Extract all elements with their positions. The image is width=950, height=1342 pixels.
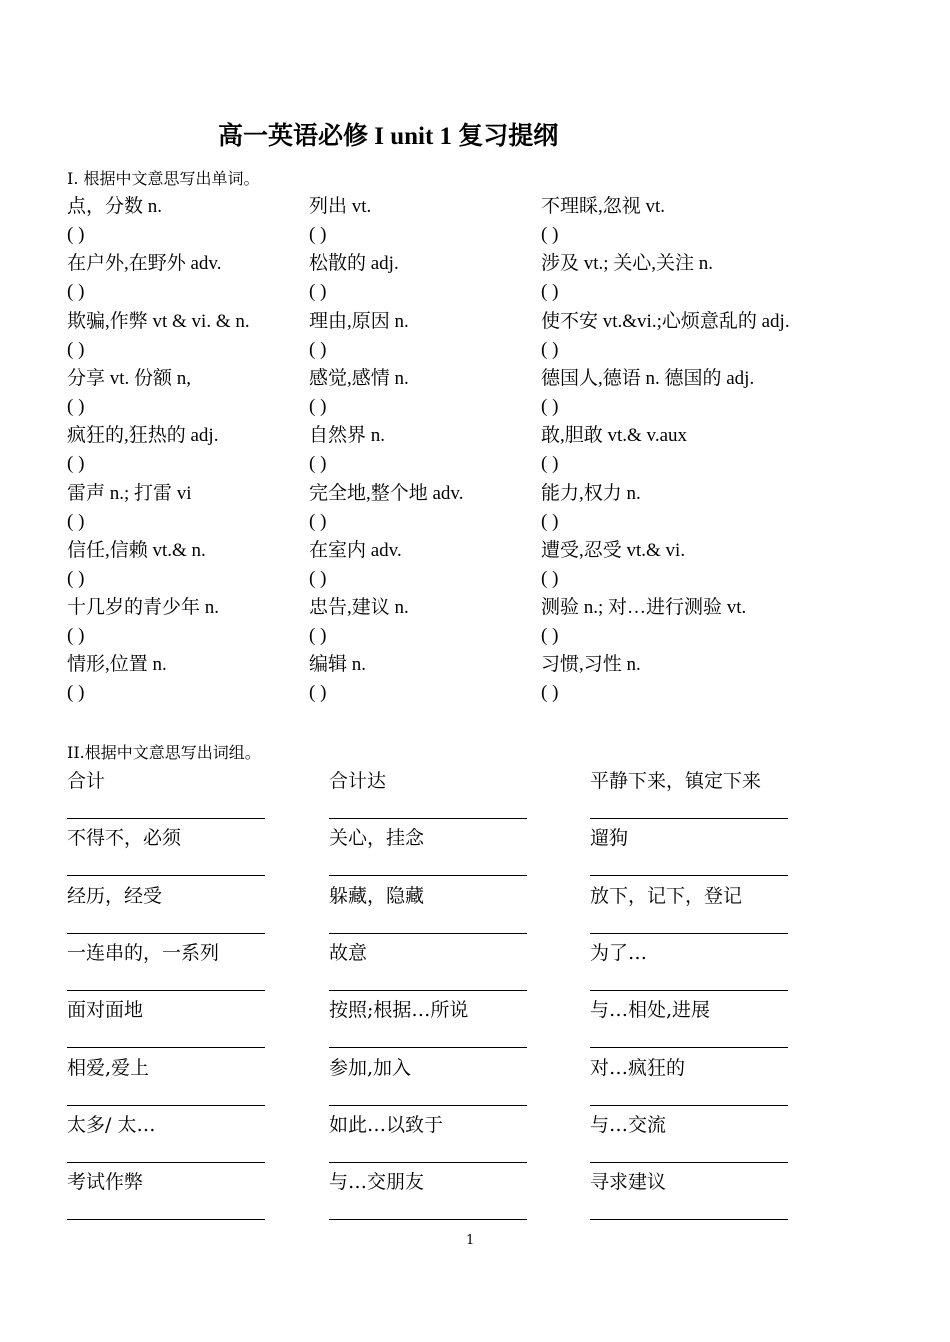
phrase-row bbox=[0, 1053, 950, 1110]
vocab-item bbox=[67, 421, 218, 478]
phrase-prompt: 合计 bbox=[67, 770, 106, 792]
phrase-item bbox=[329, 938, 527, 968]
vocab-item bbox=[541, 249, 713, 306]
vocab-item bbox=[67, 479, 192, 536]
vocab-item bbox=[309, 536, 402, 593]
vocab-answer-blank[interactable]: ( ) bbox=[541, 281, 559, 303]
phrase-prompt: 太多/ 太… bbox=[67, 1113, 156, 1136]
phrase-item bbox=[67, 995, 265, 1025]
phrase-answer-line[interactable] bbox=[329, 1047, 527, 1048]
vocab-answer-blank[interactable]: ( ) bbox=[541, 453, 559, 475]
phrase-row bbox=[0, 766, 950, 823]
section-1-heading: I. 根据中文意思写出单词。 bbox=[67, 169, 260, 188]
vocab-prompt: 测验 n.; 对…进行测验 vt. bbox=[541, 597, 747, 619]
phrase-answer-line[interactable] bbox=[329, 1105, 527, 1106]
vocab-answer-blank[interactable]: ( ) bbox=[541, 625, 559, 647]
phrase-row bbox=[0, 995, 950, 1052]
vocab-row bbox=[0, 593, 950, 650]
vocab-row bbox=[0, 364, 950, 421]
vocab-item bbox=[541, 421, 687, 478]
vocab-answer-blank[interactable]: ( ) bbox=[67, 338, 85, 360]
phrase-answer-line[interactable] bbox=[590, 818, 788, 819]
vocab-row bbox=[0, 421, 950, 478]
phrase-item bbox=[329, 823, 527, 853]
vocab-item bbox=[67, 536, 206, 593]
phrase-row bbox=[0, 1167, 950, 1224]
vocab-row bbox=[0, 192, 950, 249]
phrase-item bbox=[329, 995, 527, 1025]
phrase-answer-line[interactable] bbox=[67, 875, 265, 876]
phrase-answer-line[interactable] bbox=[329, 818, 527, 819]
vocab-prompt: 编辑 n. bbox=[309, 654, 367, 676]
vocab-answer-blank[interactable]: ( ) bbox=[541, 567, 559, 589]
vocab-prompt: 自然界 n. bbox=[309, 425, 386, 447]
vocab-answer-blank[interactable]: ( ) bbox=[541, 338, 559, 360]
vocab-answer-blank[interactable]: ( ) bbox=[67, 395, 85, 417]
phrase-prompt: 关心，挂念 bbox=[329, 827, 425, 850]
vocab-prompt: 忠告,建议 n. bbox=[309, 597, 409, 619]
vocab-prompt: 松散的 adj. bbox=[309, 253, 399, 275]
phrase-item bbox=[590, 1167, 788, 1197]
page-number: 1 bbox=[466, 1233, 475, 1248]
vocab-item bbox=[541, 650, 641, 707]
phrase-answer-line[interactable] bbox=[590, 1162, 788, 1163]
vocab-answer-blank[interactable]: ( ) bbox=[309, 338, 327, 360]
vocab-item bbox=[67, 249, 221, 306]
vocab-prompt: 十几岁的青少年 n. bbox=[67, 597, 220, 619]
vocab-answer-blank[interactable]: ( ) bbox=[67, 224, 85, 245]
phrase-row bbox=[0, 1110, 950, 1167]
phrase-prompt: 对…疯狂的 bbox=[590, 1056, 686, 1079]
vocab-item bbox=[309, 307, 409, 364]
page-title: 高一英语必修 I unit 1 复习提纲 bbox=[218, 123, 559, 150]
vocab-prompt: 疯狂的,狂热的 adj. bbox=[67, 425, 219, 447]
vocab-answer-blank[interactable]: ( ) bbox=[309, 224, 327, 245]
vocab-answer-blank[interactable]: ( ) bbox=[67, 281, 85, 303]
vocab-prompt: 敢,胆敢 vt.& v.aux bbox=[541, 425, 688, 447]
vocab-prompt: 雷声 n.; 打雷 vi bbox=[67, 482, 192, 504]
vocab-item bbox=[67, 307, 250, 364]
phrase-item bbox=[67, 766, 265, 796]
phrase-prompt: 故意 bbox=[329, 941, 368, 964]
vocab-answer-blank[interactable]: ( ) bbox=[67, 682, 85, 704]
phrase-answer-line[interactable] bbox=[67, 1105, 265, 1106]
vocab-prompt: 使不安 vt.&vi.;心烦意乱的 adj. bbox=[541, 310, 790, 332]
phrase-prompt: 相爱,爱上 bbox=[67, 1056, 150, 1079]
phrase-prompt: 如此…以致于 bbox=[329, 1113, 444, 1136]
vocab-prompt: 点，分数 n. bbox=[67, 196, 163, 217]
phrase-answer-line[interactable] bbox=[590, 875, 788, 876]
phrase-prompt: 考试作弊 bbox=[67, 1171, 144, 1194]
phrase-prompt: 与…交流 bbox=[590, 1113, 667, 1136]
vocab-item bbox=[309, 593, 409, 650]
vocab-item bbox=[67, 364, 191, 421]
phrase-answer-line[interactable] bbox=[329, 933, 527, 934]
phrase-item bbox=[67, 938, 265, 968]
phrase-item bbox=[67, 1167, 265, 1197]
phrase-prompt: 与…交朋友 bbox=[329, 1171, 425, 1194]
vocab-answer-blank[interactable]: ( ) bbox=[67, 510, 85, 532]
vocab-row bbox=[0, 307, 950, 364]
phrase-item bbox=[67, 1053, 265, 1083]
phrase-item bbox=[590, 995, 788, 1025]
phrase-answer-line[interactable] bbox=[329, 1162, 527, 1163]
vocab-answer-blank[interactable]: ( ) bbox=[541, 510, 559, 532]
phrase-prompt: 平静下来，镇定下来 bbox=[590, 770, 762, 792]
vocab-prompt: 能力,权力 n. bbox=[541, 482, 641, 504]
vocab-prompt: 在室内 adv. bbox=[309, 539, 402, 561]
vocab-answer-blank[interactable]: ( ) bbox=[541, 395, 559, 417]
vocab-item bbox=[309, 650, 366, 707]
section-2-heading: II.根据中文意思写出词组。 bbox=[67, 743, 261, 762]
vocab-item bbox=[309, 479, 463, 536]
vocab-answer-blank[interactable]: ( ) bbox=[309, 625, 327, 647]
phrase-answer-line[interactable] bbox=[590, 990, 788, 991]
phrase-answer-line[interactable] bbox=[67, 1047, 265, 1048]
vocab-item bbox=[67, 593, 219, 650]
vocab-answer-blank[interactable]: ( ) bbox=[67, 625, 85, 647]
vocab-prompt: 不理睬,忽视 vt. bbox=[541, 196, 666, 217]
vocab-item bbox=[541, 364, 754, 421]
phrase-prompt: 一连串的，一系列 bbox=[67, 941, 220, 964]
vocab-answer-blank[interactable]: ( ) bbox=[309, 682, 327, 704]
vocab-prompt: 涉及 vt.; 关心,关注 n. bbox=[541, 253, 714, 275]
phrase-prompt: 合计达 bbox=[329, 770, 387, 792]
vocab-answer-blank[interactable]: ( ) bbox=[541, 682, 559, 704]
vocab-prompt: 德国人,德语 n. 德国的 adj. bbox=[541, 367, 755, 389]
vocab-prompt: 分享 vt. 份额 n, bbox=[67, 367, 192, 389]
phrase-prompt: 放下，记下，登记 bbox=[590, 884, 743, 907]
vocab-item bbox=[67, 192, 162, 249]
phrase-prompt: 寻求建议 bbox=[590, 1171, 667, 1194]
phrase-answer-line[interactable] bbox=[67, 1162, 265, 1163]
phrase-answer-line[interactable] bbox=[67, 1219, 265, 1220]
phrase-item bbox=[67, 1110, 265, 1140]
phrase-row bbox=[0, 938, 950, 995]
vocab-answer-blank[interactable]: ( ) bbox=[309, 453, 327, 475]
vocab-item bbox=[541, 593, 746, 650]
phrase-item bbox=[329, 766, 527, 796]
phrase-item bbox=[329, 1167, 527, 1197]
phrase-answer-line[interactable] bbox=[590, 933, 788, 934]
vocab-prompt: 情形,位置 n. bbox=[67, 654, 167, 676]
phrase-item bbox=[590, 938, 788, 968]
vocab-item bbox=[67, 650, 167, 707]
vocab-answer-blank[interactable]: ( ) bbox=[309, 510, 327, 532]
phrase-item bbox=[329, 1110, 527, 1140]
phrase-item bbox=[590, 766, 788, 796]
phrase-answer-line[interactable] bbox=[590, 1219, 788, 1220]
phrase-item bbox=[329, 1053, 527, 1083]
phrase-prompt: 不得不，必须 bbox=[67, 827, 182, 850]
phrase-item bbox=[329, 881, 527, 911]
vocab-answer-blank[interactable]: ( ) bbox=[67, 567, 85, 589]
phrase-item bbox=[67, 881, 265, 911]
phrase-answer-line[interactable] bbox=[67, 933, 265, 934]
phrase-item bbox=[590, 1110, 788, 1140]
vocab-item bbox=[541, 192, 665, 249]
phrase-prompt: 与…相处,进展 bbox=[590, 999, 711, 1022]
phrase-answer-line[interactable] bbox=[329, 1219, 527, 1220]
vocab-item bbox=[309, 421, 385, 478]
vocab-answer-blank[interactable]: ( ) bbox=[67, 453, 85, 475]
vocab-prompt: 欺骗,作弊 vt & vi. & n. bbox=[67, 310, 250, 332]
phrase-row bbox=[0, 881, 950, 938]
phrase-prompt: 躲藏，隐藏 bbox=[329, 884, 425, 907]
phrase-prompt: 经历，经受 bbox=[67, 884, 163, 907]
phrase-answer-line[interactable] bbox=[590, 1105, 788, 1106]
phrase-row bbox=[0, 823, 950, 880]
vocab-answer-blank[interactable]: ( ) bbox=[309, 395, 327, 417]
vocab-row bbox=[0, 650, 950, 707]
phrase-item bbox=[590, 823, 788, 853]
phrase-item bbox=[590, 881, 788, 911]
phrase-answer-line[interactable] bbox=[329, 875, 527, 876]
phrase-answer-line[interactable] bbox=[329, 990, 527, 991]
vocab-row bbox=[0, 479, 950, 536]
phrase-prompt: 按照;根据…所说 bbox=[329, 999, 469, 1022]
vocab-row bbox=[0, 249, 950, 306]
vocab-prompt: 理由,原因 n. bbox=[309, 310, 409, 332]
vocab-prompt: 在户外,在野外 adv. bbox=[67, 253, 222, 275]
vocab-answer-blank[interactable]: ( ) bbox=[309, 281, 327, 303]
vocab-item bbox=[541, 536, 685, 593]
vocab-item bbox=[541, 307, 790, 364]
phrase-prompt: 为了… bbox=[590, 941, 648, 964]
vocab-row bbox=[0, 536, 950, 593]
vocab-answer-blank[interactable]: ( ) bbox=[309, 567, 327, 589]
phrase-answer-line[interactable] bbox=[67, 990, 265, 991]
vocab-prompt: 完全地,整个地 adv. bbox=[309, 482, 464, 504]
vocab-item bbox=[309, 192, 371, 249]
phrase-item bbox=[590, 1053, 788, 1083]
vocab-item bbox=[309, 249, 399, 306]
vocab-item bbox=[309, 364, 409, 421]
vocab-item bbox=[541, 479, 641, 536]
phrase-answer-line[interactable] bbox=[67, 818, 265, 819]
vocab-answer-blank[interactable]: ( ) bbox=[541, 224, 559, 245]
vocab-prompt: 遭受,忍受 vt.& vi. bbox=[541, 539, 686, 561]
vocab-prompt: 列出 vt. bbox=[309, 196, 372, 217]
phrase-prompt: 面对面地 bbox=[67, 999, 144, 1022]
vocab-prompt: 习惯,习性 n. bbox=[541, 654, 641, 676]
phrase-prompt: 参加,加入 bbox=[329, 1056, 412, 1079]
vocab-prompt: 信任,信赖 vt.& n. bbox=[67, 539, 206, 561]
phrase-item bbox=[67, 823, 265, 853]
phrase-prompt: 遛狗 bbox=[590, 827, 629, 850]
phrase-answer-line[interactable] bbox=[590, 1047, 788, 1048]
vocab-prompt: 感觉,感情 n. bbox=[309, 367, 409, 389]
